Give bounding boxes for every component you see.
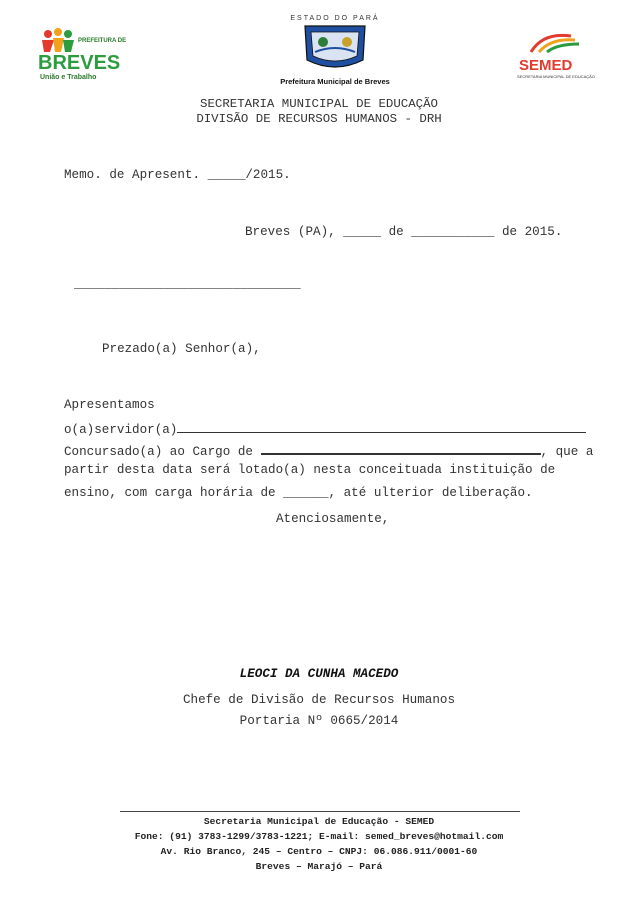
signer-name: LEOCI DA CUNHA MACEDO (239, 667, 399, 681)
svg-text:PREFEITURA DE: PREFEITURA DE (78, 38, 127, 44)
recipient-blank: ______________________________ (74, 277, 301, 291)
signer-role: Chefe de Divisão de Recursos Humanos (182, 693, 456, 707)
semed-logo (513, 30, 603, 80)
header-line-1: SECRETARIA MUNICIPAL DE EDUCAÇÃO (200, 97, 438, 111)
breves-logo (38, 26, 130, 82)
body-line-5: ensino, com carga horária de ______, até ulterior deliberação. (64, 486, 533, 500)
header-line-2: DIVISÃO DE RECURSOS HUMANOS - DRH (196, 112, 442, 126)
svg-text:ESTADO DO PARÁ: ESTADO DO PARÁ (290, 15, 380, 22)
svg-text:SECRETARIA MUNICIPAL DE EDUCAÇ: SECRETARIA MUNICIPAL DE EDUCAÇÃO (517, 74, 595, 79)
servidor-prefix: o(a)servidor(a) (64, 423, 178, 437)
signer-ordinance: Portaria Nº 0665/2014 (239, 714, 399, 728)
para-coat-of-arms (255, 8, 415, 88)
cargo-prefix: Concursado(a) ao Cargo de (64, 445, 261, 459)
body-line-3 (64, 441, 593, 459)
memo-number: Memo. de Apresent. _____/2015. (64, 168, 291, 182)
body-line-1: Apresentamos (64, 398, 155, 412)
footer-line-1: Secretaria Municipal de Educação - SEMED (203, 816, 435, 827)
date-line: Breves (PA), _____ de ___________ de 2015. (245, 225, 563, 239)
footer-divider (120, 811, 520, 812)
closing: Atenciosamente, (276, 512, 390, 526)
footer-line-3: Av. Rio Branco, 245 – Centro – CNPJ: 06.086.911/0001-60 (160, 846, 478, 857)
body-line-4: partir desta data será lotado(a) nesta conceituada instituição de (64, 463, 556, 477)
footer-line-2: Fone: (91) 3783-1299/3783-1221; E-mail: semed_breves@hotmail.com (134, 831, 504, 842)
svg-text:Prefeitura Municipal de Breves: Prefeitura Municipal de Breves (280, 77, 390, 86)
svg-text:SEMED: SEMED (519, 57, 573, 74)
salutation: Prezado(a) Senhor(a), (102, 342, 261, 356)
svg-text:BREVES: BREVES (38, 52, 121, 74)
cargo-suffix: , que a (540, 445, 594, 459)
svg-text:União e Trabalho: União e Trabalho (40, 74, 97, 81)
servidor-name-blank (177, 420, 586, 433)
footer-line-4: Breves – Marajó – Pará (255, 861, 383, 872)
cargo-blank (261, 441, 541, 455)
body-line-2 (64, 420, 586, 437)
